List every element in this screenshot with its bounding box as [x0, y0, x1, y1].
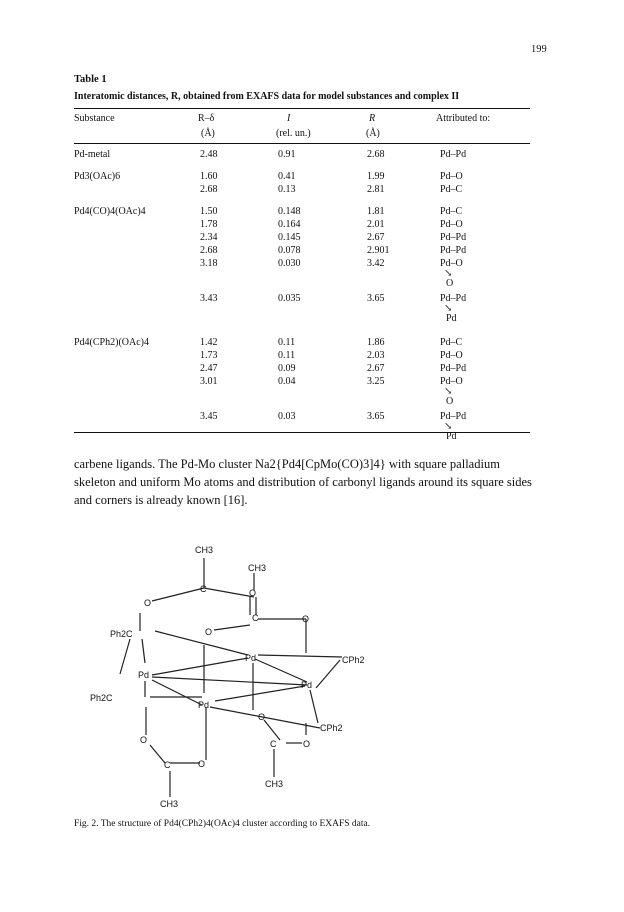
r-delta-value: 3.01	[200, 376, 218, 387]
header-attributed: Attributed to:	[436, 113, 491, 124]
intensity-value: 0.078	[278, 245, 301, 256]
r-delta-value: 1.78	[200, 219, 218, 230]
fig-label-o6: O	[198, 759, 206, 769]
header-intensity-unit: (rel. un.)	[276, 128, 311, 139]
fig-label-c-bot2: C	[270, 739, 277, 749]
cluster-structure-diagram	[90, 535, 390, 810]
r-delta-value: 2.34	[200, 232, 218, 243]
attributed-value: O	[446, 278, 454, 289]
intensity-value: 0.41	[278, 171, 296, 182]
attributed-value: Pd–O	[440, 258, 463, 269]
attributed-value: Pd–C	[440, 184, 463, 195]
r-delta-value: 1.73	[200, 350, 218, 361]
fig-label-c-top2: C	[252, 613, 259, 623]
attributed-value: Pd–Pd	[440, 232, 467, 243]
header-r-delta-unit: (Å)	[201, 128, 215, 139]
fig-label-cph2-2: CPh2	[320, 723, 343, 733]
header-r-delta: R–δ	[198, 113, 215, 124]
fig-label-o8: O	[303, 739, 311, 749]
intensity-value: 0.13	[278, 184, 296, 195]
substance-name: Pd3(OAc)6	[74, 171, 121, 182]
r-delta-value: 1.42	[200, 337, 218, 348]
fig-label-ch3-top2: CH3	[248, 563, 267, 573]
r-value: 2.68	[367, 149, 385, 160]
attributed-value: Pd–O	[440, 219, 463, 230]
r-value: 2.901	[367, 245, 390, 256]
attributed-value: Pd–Pd	[440, 245, 467, 256]
fig-label-pd-front: Pd	[198, 700, 210, 710]
fig-label-o7: O	[258, 712, 266, 722]
r-value: 2.81	[367, 184, 385, 195]
fig-label-c-top: C	[200, 584, 207, 594]
intensity-value: 0.11	[278, 337, 296, 348]
fig-label-o3: O	[302, 614, 310, 624]
attributed-value: ↘	[444, 303, 453, 314]
attributed-value: Pd–O	[440, 350, 463, 361]
attributed-value: O	[446, 396, 454, 407]
table-caption: Interatomic distances, R, obtained from EXAFS data for model substances and complex II	[74, 91, 460, 102]
fig-label-pd-right: Pd	[301, 680, 313, 690]
attributed-value: Pd–C	[440, 206, 463, 217]
r-delta-value: 1.60	[200, 171, 218, 182]
table-bottom-rule	[74, 432, 530, 433]
fig-label-pd-back: Pd	[245, 653, 257, 663]
fig-label-ch3-bot: CH3	[160, 799, 179, 809]
r-value: 1.86	[367, 337, 385, 348]
fig-label-cph2-1: CPh2	[342, 655, 365, 665]
attributed-value: Pd	[446, 431, 457, 442]
r-delta-value: 3.43	[200, 293, 218, 304]
intensity-value: 0.030	[278, 258, 301, 269]
r-value: 3.65	[367, 293, 385, 304]
attributed-value: ↘	[444, 421, 453, 432]
r-value: 1.81	[367, 206, 385, 217]
figure-caption: Fig. 2. The structure of Pd4(CPh2)4(OAc)4 cluster according to EXAFS data.	[74, 819, 371, 829]
r-value: 2.01	[367, 219, 385, 230]
attributed-value: Pd	[446, 313, 457, 324]
fig-label-ch3-top: CH3	[195, 545, 214, 555]
fig-label-o2: O	[249, 588, 257, 598]
attributed-value: Pd–C	[440, 337, 463, 348]
fig-label-c-bot: C	[164, 760, 171, 770]
r-value: 3.65	[367, 411, 385, 422]
intensity-value: 0.11	[278, 350, 296, 361]
fig-label-o5: O	[140, 735, 148, 745]
r-value: 3.42	[367, 258, 385, 269]
substance-name: Pd4(CO)4(OAc)4	[74, 206, 146, 217]
attributed-value: Pd–Pd	[440, 149, 467, 160]
r-delta-value: 3.45	[200, 411, 218, 422]
r-delta-value: 2.68	[200, 245, 218, 256]
fig-label-ph2c-2: Ph2C	[90, 693, 113, 703]
attributed-value: Pd–O	[440, 376, 463, 387]
fig-label-ph2c-1: Ph2C	[110, 629, 133, 639]
substance-name: Pd-metal	[74, 149, 111, 160]
r-delta-value: 2.48	[200, 149, 218, 160]
r-delta-value: 2.68	[200, 184, 218, 195]
attributed-value: ↘	[444, 386, 453, 397]
intensity-value: 0.04	[278, 376, 296, 387]
header-r: R	[369, 113, 376, 124]
intensity-value: 0.09	[278, 363, 296, 374]
substance-name: Pd4(CPh2)(OAc)4	[74, 337, 149, 348]
r-value: 2.03	[367, 350, 385, 361]
intensity-value: 0.164	[278, 219, 301, 230]
r-delta-value: 2.47	[200, 363, 218, 374]
body-paragraph: carbene ligands. The Pd-Mo cluster Na2{Pd4[CpMo(CO)3]4} with square palladium skeleton and uniform Mo atoms and distribution of carbonyl ligands around its square sides and corners is already known [16].	[74, 457, 532, 507]
page-number: 199	[531, 44, 547, 55]
attributed-value: Pd–O	[440, 171, 463, 182]
fig-label-ch3-bot2: CH3	[265, 779, 284, 789]
r-value: 2.67	[367, 232, 385, 243]
r-value: 3.25	[367, 376, 385, 387]
intensity-value: 0.035	[278, 293, 301, 304]
r-delta-value: 1.50	[200, 206, 218, 217]
fig-label-o4: O	[205, 627, 213, 637]
header-substance: Substance	[74, 113, 115, 124]
header-r-unit: (Å)	[366, 128, 380, 139]
r-value: 2.67	[367, 363, 385, 374]
r-delta-value: 3.18	[200, 258, 218, 269]
fig-label-pd-left: Pd	[138, 670, 150, 680]
attributed-value: ↘	[444, 268, 453, 279]
table-header-rule	[74, 143, 530, 144]
intensity-value: 0.03	[278, 411, 296, 422]
table-top-rule	[74, 108, 530, 109]
fig-label-o1: O	[144, 598, 152, 608]
intensity-value: 0.91	[278, 149, 296, 160]
attributed-value: Pd–Pd	[440, 363, 467, 374]
r-value: 1.99	[367, 171, 385, 182]
header-intensity: I	[287, 113, 291, 124]
intensity-value: 0.148	[278, 206, 301, 217]
table-label: Table 1	[74, 74, 107, 85]
attributed-value: Pd–Pd	[440, 293, 467, 304]
intensity-value: 0.145	[278, 232, 301, 243]
attributed-value: Pd–Pd	[440, 411, 467, 422]
